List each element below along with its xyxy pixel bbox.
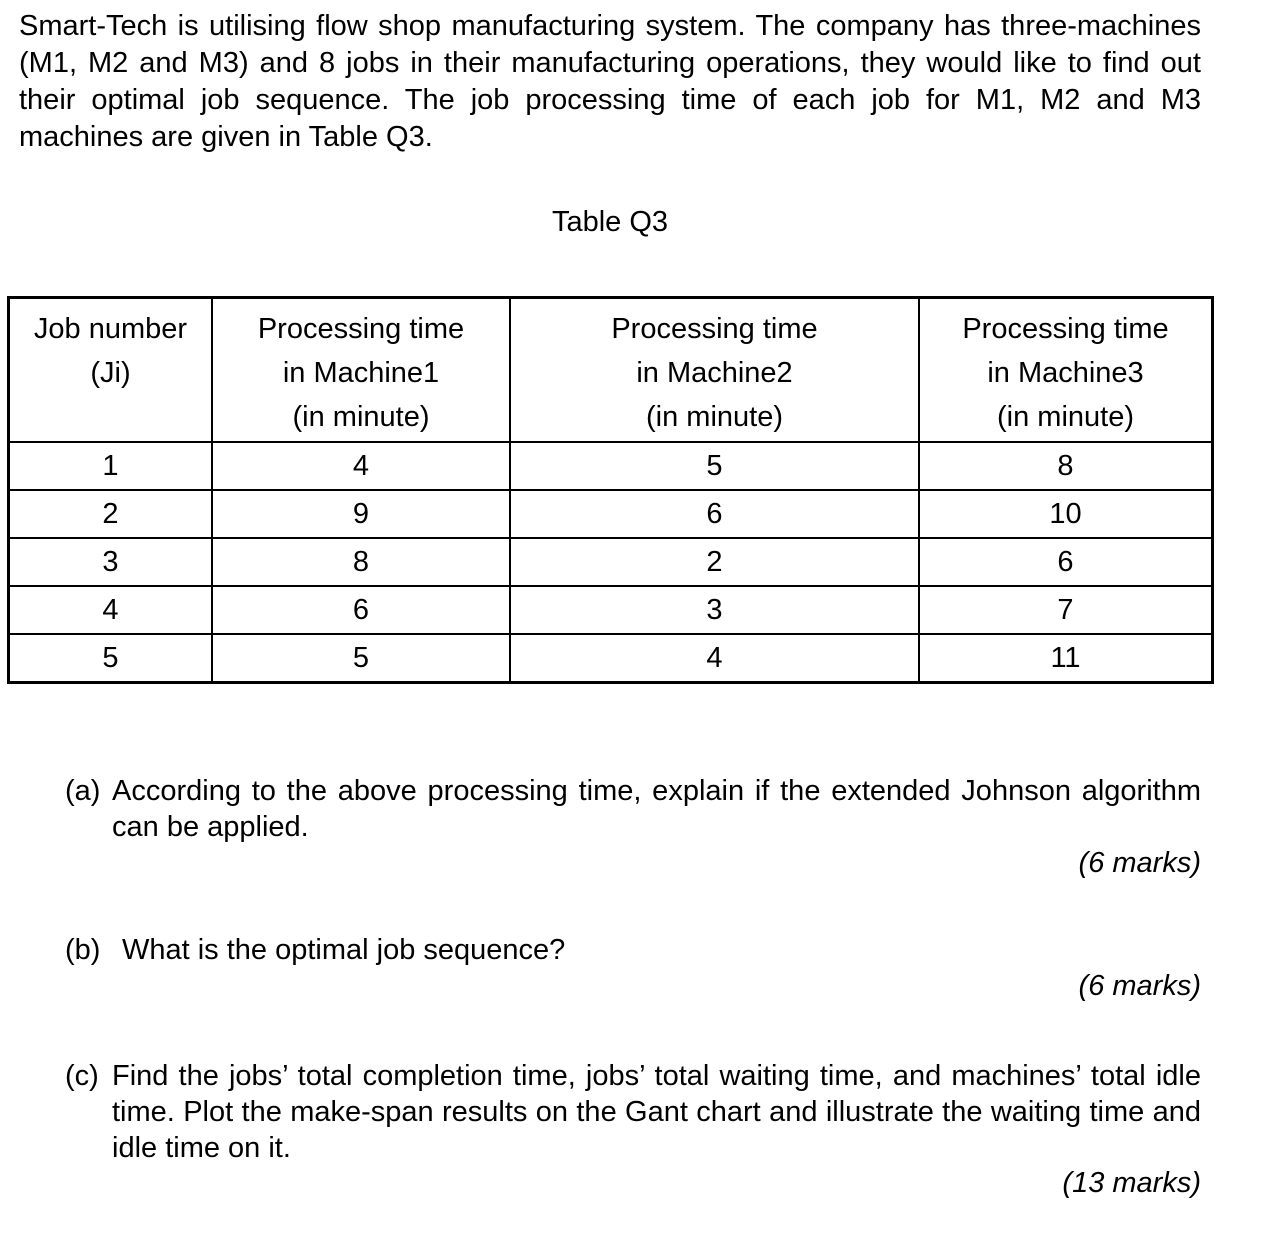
question-text: According to the above processing time, explain if the extended Johnson algorithm can be applied. bbox=[112, 775, 1201, 843]
table-row bbox=[9, 634, 1213, 683]
header-line: in Machine2 bbox=[636, 357, 793, 389]
question-b bbox=[65, 932, 1201, 968]
header-machine2 bbox=[510, 298, 919, 443]
question-text: Find the jobs’ total completion time, jobs’ total waiting time, and machines’ total idle time. Plot the make-span results on the Gant chart and illustrate the waiting time and idle time on it. bbox=[112, 1060, 1201, 1164]
marks-b: (6 marks) bbox=[1078, 970, 1201, 1002]
header-line: in Machine1 bbox=[282, 357, 440, 389]
cell-m1: 5 bbox=[212, 634, 510, 683]
marks-a: (6 marks) bbox=[1078, 847, 1201, 879]
header-job-number bbox=[9, 298, 213, 443]
cell-job: 2 bbox=[9, 490, 213, 538]
header-machine3 bbox=[919, 298, 1213, 443]
table-row bbox=[9, 442, 1213, 490]
question-label: (b) bbox=[65, 934, 101, 966]
cell-m2: 5 bbox=[510, 442, 919, 490]
cell-m3: 8 bbox=[919, 442, 1213, 490]
marks-c: (13 marks) bbox=[1062, 1167, 1201, 1199]
cell-m1: 6 bbox=[212, 586, 510, 634]
cell-job: 1 bbox=[9, 442, 213, 490]
question-a bbox=[65, 773, 1201, 845]
cell-job: 4 bbox=[9, 586, 213, 634]
cell-m2: 3 bbox=[510, 586, 919, 634]
header-line: Processing time bbox=[962, 313, 1169, 345]
question-c bbox=[65, 1058, 1201, 1166]
cell-m2: 4 bbox=[510, 634, 919, 683]
question-label: (c) bbox=[65, 1060, 99, 1092]
table-row bbox=[9, 538, 1213, 586]
table-row bbox=[9, 586, 1213, 634]
cell-m2: 2 bbox=[510, 538, 919, 586]
header-line: Processing time bbox=[611, 313, 818, 345]
header-machine1 bbox=[212, 298, 510, 443]
header-line: in Machine3 bbox=[987, 357, 1144, 389]
cell-m2: 6 bbox=[510, 490, 919, 538]
question-text: What is the optimal job sequence? bbox=[122, 934, 566, 966]
table-title: Table Q3 bbox=[551, 206, 669, 238]
cell-job: 5 bbox=[9, 634, 213, 683]
cell-job: 3 bbox=[9, 538, 213, 586]
cell-m1: 8 bbox=[212, 538, 510, 586]
cell-m3: 7 bbox=[919, 586, 1213, 634]
table-header-row bbox=[9, 298, 1213, 443]
cell-m3: 10 bbox=[919, 490, 1213, 538]
cell-m3: 6 bbox=[919, 538, 1213, 586]
cell-m1: 9 bbox=[212, 490, 510, 538]
header-line: (Ji) bbox=[90, 357, 131, 389]
question-label: (a) bbox=[65, 775, 101, 807]
cell-m1: 4 bbox=[212, 442, 510, 490]
header-line: (in minute) bbox=[646, 401, 783, 433]
intro-paragraph: Smart-Tech is utilising flow shop manufacturing system. The company has three-machines (M1, M2 and M3) and 8 jobs in their manufacturing operations, they would like to find out their optimal job sequence. The job processing time of each job for M1, M2 and M3 machines are given in Table Q3. bbox=[19, 10, 1201, 153]
header-line: Job number bbox=[33, 313, 188, 345]
header-line: (in minute) bbox=[292, 401, 430, 433]
header-line: (in minute) bbox=[997, 401, 1134, 433]
processing-time-table bbox=[7, 296, 1214, 684]
cell-m3: 11 bbox=[919, 634, 1213, 683]
header-line: Processing time bbox=[257, 313, 465, 345]
table-row bbox=[9, 490, 1213, 538]
